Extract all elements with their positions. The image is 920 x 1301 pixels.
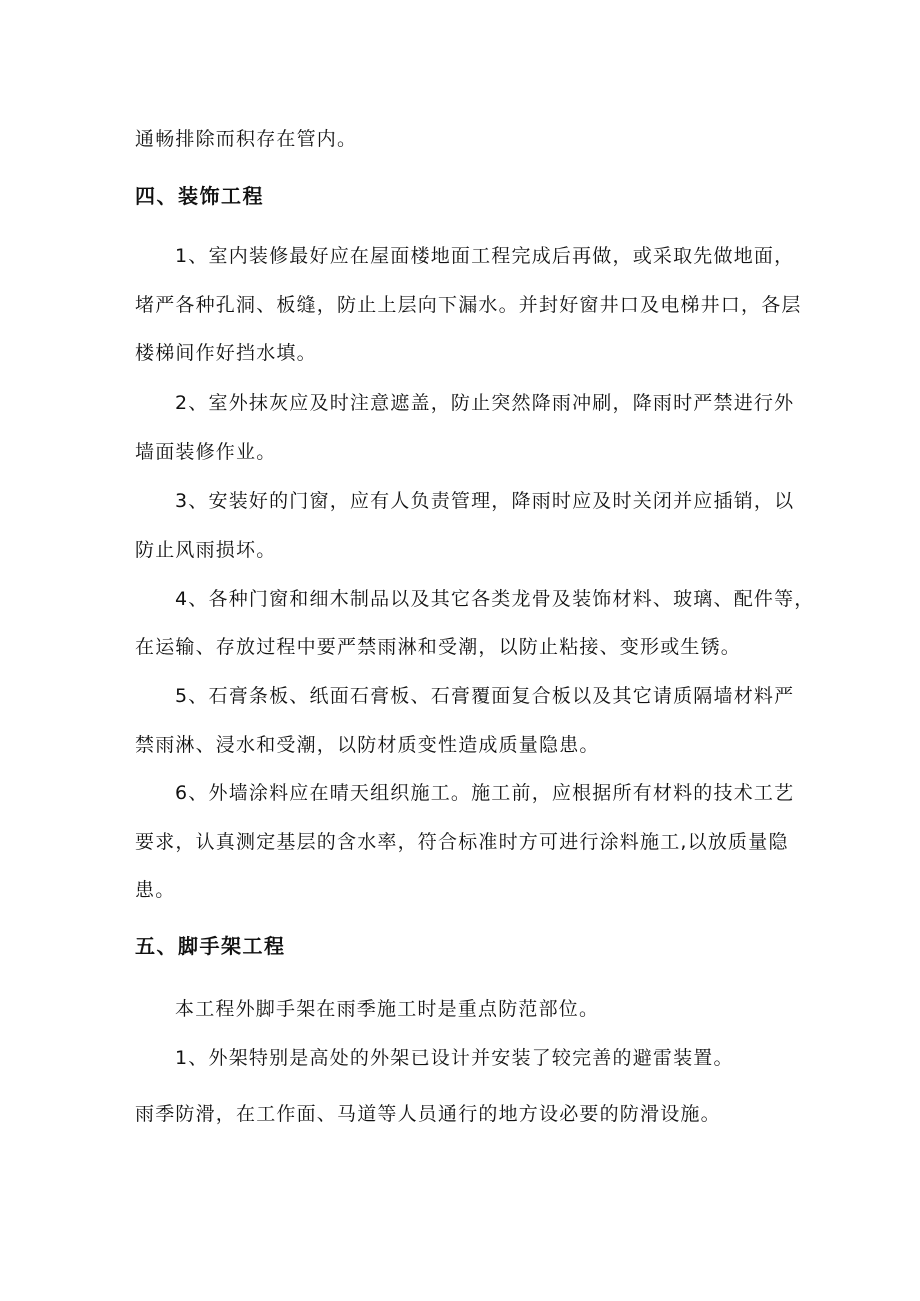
- section-heading-scaffolding: 五、脚手架工程: [135, 934, 286, 958]
- item-1-line-3: 楼梯间作好挡水填。: [135, 342, 317, 364]
- item-1-line-2: 堵严各种孔洞、板缝，防止上层向下漏水。并封好窗井口及电梯井口，各层: [135, 294, 802, 316]
- item-1-line-1: 1、室内装修最好应在屋面楼地面工程完成后再做，或采取先做地面，: [175, 245, 795, 267]
- item-2-line-1: 2、室外抹灰应及时注意遮盖，防止突然降雨冲刷，降雨时严禁进行外: [175, 392, 795, 414]
- scaffolding-last-line: 雨季防滑，在工作面、马道等人员通行的地方设必要的防滑设施。: [135, 1103, 721, 1125]
- item-5-line-1: 5、石膏条板、纸面石膏板、石膏覆面复合板以及其它请质隔墙材料严: [175, 685, 795, 707]
- item-6-line-3: 患。: [135, 879, 176, 901]
- item-6-line-2: 要求，认真测定基层的含水率，符合标准时方可进行涂料施工,以放质量隐: [135, 831, 789, 853]
- scaffolding-item-1: 1、外架特别是高处的外架已设计并安装了较完善的避雷装置。: [175, 1047, 734, 1069]
- section-heading-decoration: 四、装饰工程: [135, 184, 264, 208]
- item-3-line-2: 防止风雨损坏。: [135, 539, 277, 561]
- scaffolding-intro: 本工程外脚手架在雨季施工时是重点防范部位。: [175, 998, 600, 1020]
- continuation-text: 通畅排除而积存在管内。: [135, 128, 358, 150]
- item-6-line-1: 6、外墙涂料应在晴天组织施工。施工前，应根据所有材料的技术工艺: [175, 782, 795, 804]
- item-4-line-1: 4、各种门窗和细木制品以及其它各类龙骨及装饰材料、玻璃、配件等，: [175, 588, 815, 610]
- item-4-line-2: 在运输、存放过程中要严禁雨淋和受潮，以防止粘接、变形或生锈。: [135, 636, 742, 658]
- item-2-line-2: 墙面装修作业。: [135, 441, 277, 463]
- item-5-line-2: 禁雨淋、浸水和受潮，以防材质变性造成质量隐患。: [135, 734, 600, 756]
- item-3-line-1: 3、安装好的门窗，应有人负责管理，降雨时应及时关闭并应插销，以: [175, 490, 795, 512]
